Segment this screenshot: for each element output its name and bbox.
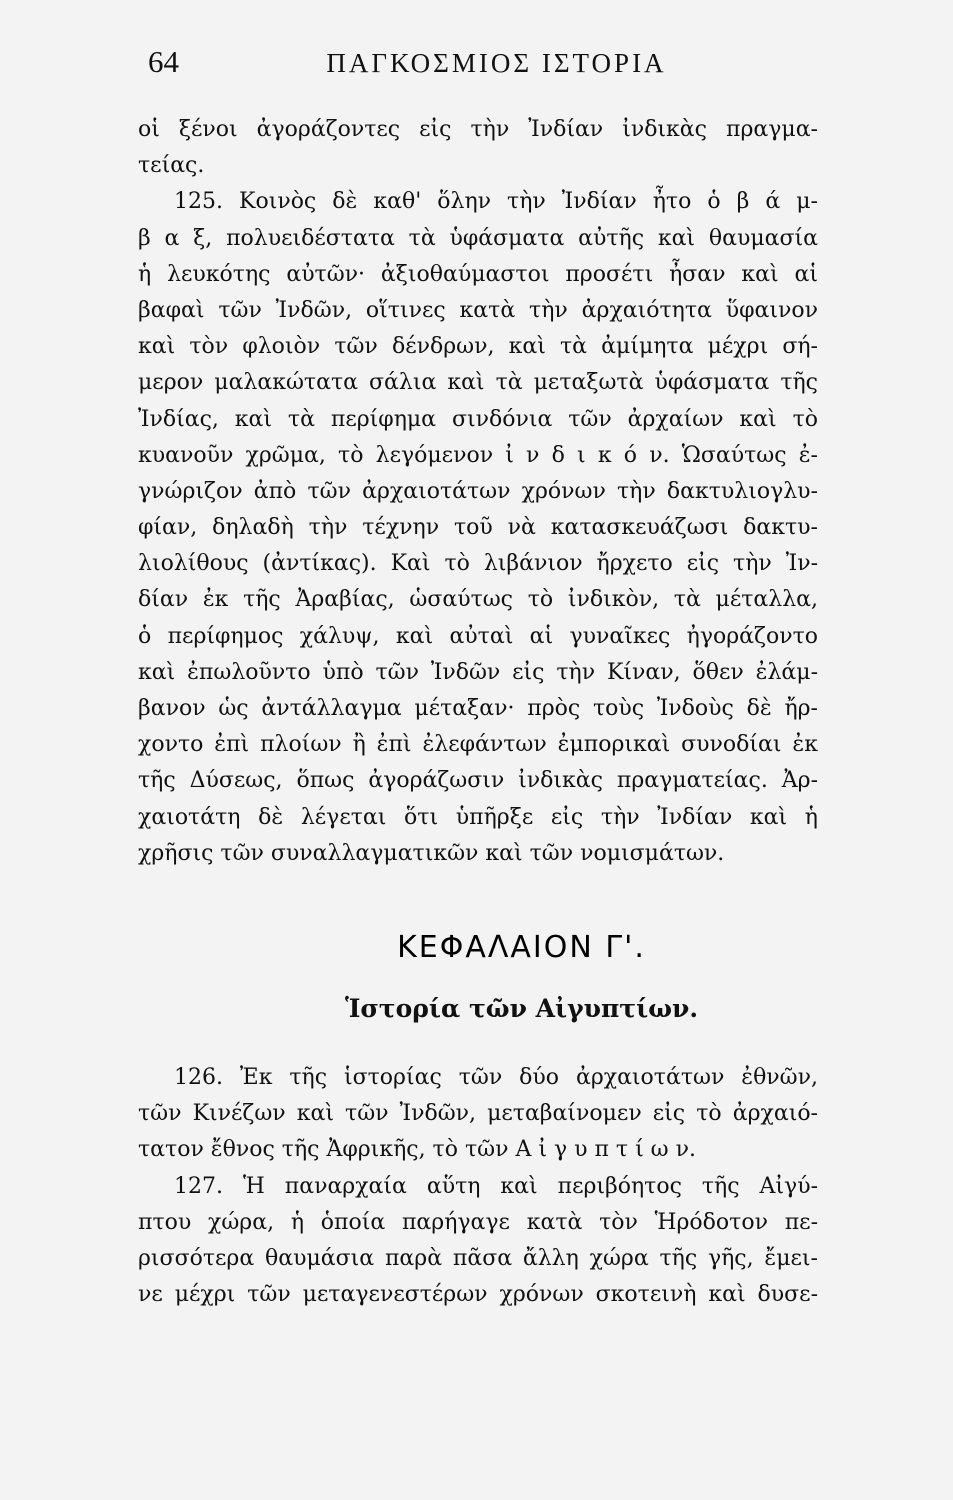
text-line: ἡ λευκότης αὐτῶν· ἀξιοθαύμαστοι προσέτι ἦσαν καὶ αἱ [138,261,818,287]
text-line: χοντο ἐπὶ πλοίων ἢ ἐπὶ ἐλεφάντων ἐμπορικαὶ συνοδίαι ἐκ [138,732,818,758]
text-line: τατον ἔθνος τῆς Ἀφρικῆς, τὸ τῶν Α ἰ γ υ π τ ί ω ν. [138,1137,696,1163]
text-line: τῶν Κινέζων καὶ τῶν Ἰνδῶν, μεταβαίνομεν εἰς τὸ ἀρχαιό- [138,1101,818,1127]
text-line: καὶ ἐπωλοῦντο ὑπὸ τῶν Ἰνδῶν εἰς τὴν Κίναν, ὅθεν ἐλάμ- [138,659,818,685]
text-line: ὁ περίφημος χάλυψ, καὶ αὐταὶ αἱ γυναῖκες ἠγοράζοντο [138,623,818,649]
text-line: πτου χώρα, ἡ ὁποία παρήγαγε κατὰ τὸν Ἡρόδοτον πε- [138,1209,818,1235]
text-line: φίαν, δηλαδὴ τὴν τέχνην τοῦ νὰ κατασκευάζωσι δακτυ- [138,515,818,541]
body-text-continued [138,1060,818,1313]
chapter-subtitle: Ἱστορία τῶν Αἰγυπτίων. [344,994,699,1023]
chapter-heading: ΚΕΦΑΛΑΙΟΝ Γ'. [397,930,646,965]
text-line: β α ξ, πολυειδέστατα τὰ ὑφάσματα αὐτῆς καὶ θαυμασία [138,225,818,251]
text-line: μερον μαλακώτατα σάλια καὶ τὰ μεταξωτὰ ὑφάσματα τῆς [138,370,818,396]
page-header [0,40,953,90]
text-line: τῆς Δύσεως, ὅπως ἀγοράζωσιν ἰνδικὰς πραγματείας. Ἀρ- [138,768,818,794]
page-number: 64 [148,44,179,79]
text-line: ρισσότερα θαυμάσια παρὰ πᾶσα ἄλλη χώρα τῆς γῆς, ἔμει- [138,1245,818,1271]
body-text [138,112,818,872]
text-line: 125. Κοινὸς δὲ καθ' ὅλην τὴν Ἰνδίαν ἦτο ὁ β ά μ- [174,189,818,215]
text-line: οἱ ξένοι ἀγοράζοντες εἰς τὴν Ἰνδίαν ἰνδικὰς πραγμα- [138,117,818,142]
text-line: κυανοῦν χρῶμα, τὸ λεγόμενον ἰ ν δ ι κ ό ν. Ὡσαύτως ἐ- [138,442,818,468]
text-line: βανον ὡς ἀντάλλαγμα μέταξαν· πρὸς τοὺς Ἰνδοὺς δὲ ἤρ- [138,696,818,721]
text-line: 126. Ἐκ τῆς ἱστορίας τῶν δύο ἀρχαιοτάτων ἐθνῶν, [174,1065,818,1090]
text-line: Ἰνδίας, καὶ τὰ περίφημα σινδόνια τῶν ἀρχαίων καὶ τὸ [138,406,818,432]
text-line: χαιοτάτη δὲ λέγεται ὅτι ὑπῆρξε εἰς τὴν Ἰνδίαν καὶ ἡ [138,804,818,830]
text-line: βαφαὶ τῶν Ἰνδῶν, οἵτινες κατὰ τὴν ἀρχαιότητα ὕφαινον [138,297,818,323]
text-line: νε μέχρι τῶν μεταγενεστέρων χρόνων σκοτεινὴ καὶ δυσε- [138,1282,818,1308]
text-line: καὶ τὸν φλοιὸν τῶν δένδρων, καὶ τὰ ἀμίμητα μέχρι σή- [138,334,818,360]
text-line: δίαν ἐκ τῆς Ἀραβίας, ὡσαύτως τὸ ἰνδικὸν, τὰ μέταλλα, [138,587,818,613]
text-line: χρῆσις τῶν συναλλαγματικῶν καὶ τῶν νομισμάτων. [138,840,725,866]
running-title: ΠΑΓΚΟΣΜΙΟΣ ΙΣΤΟΡΙΑ [326,48,667,78]
text-line: τείας. [138,153,205,179]
text-line: γνώριζον ἀπὸ τῶν ἀρχαιοτάτων χρόνων τὴν δακτυλιογλυ- [138,478,818,504]
text-line: 127. Ἡ παναρχαία αὕτη καὶ περιβόητος τῆς Αἰγύ- [174,1173,818,1199]
text-line: λιολίθους (ἀντίκας). Καὶ τὸ λιβάνιον ἤρχετο εἰς τὴν Ἰν- [138,551,818,577]
